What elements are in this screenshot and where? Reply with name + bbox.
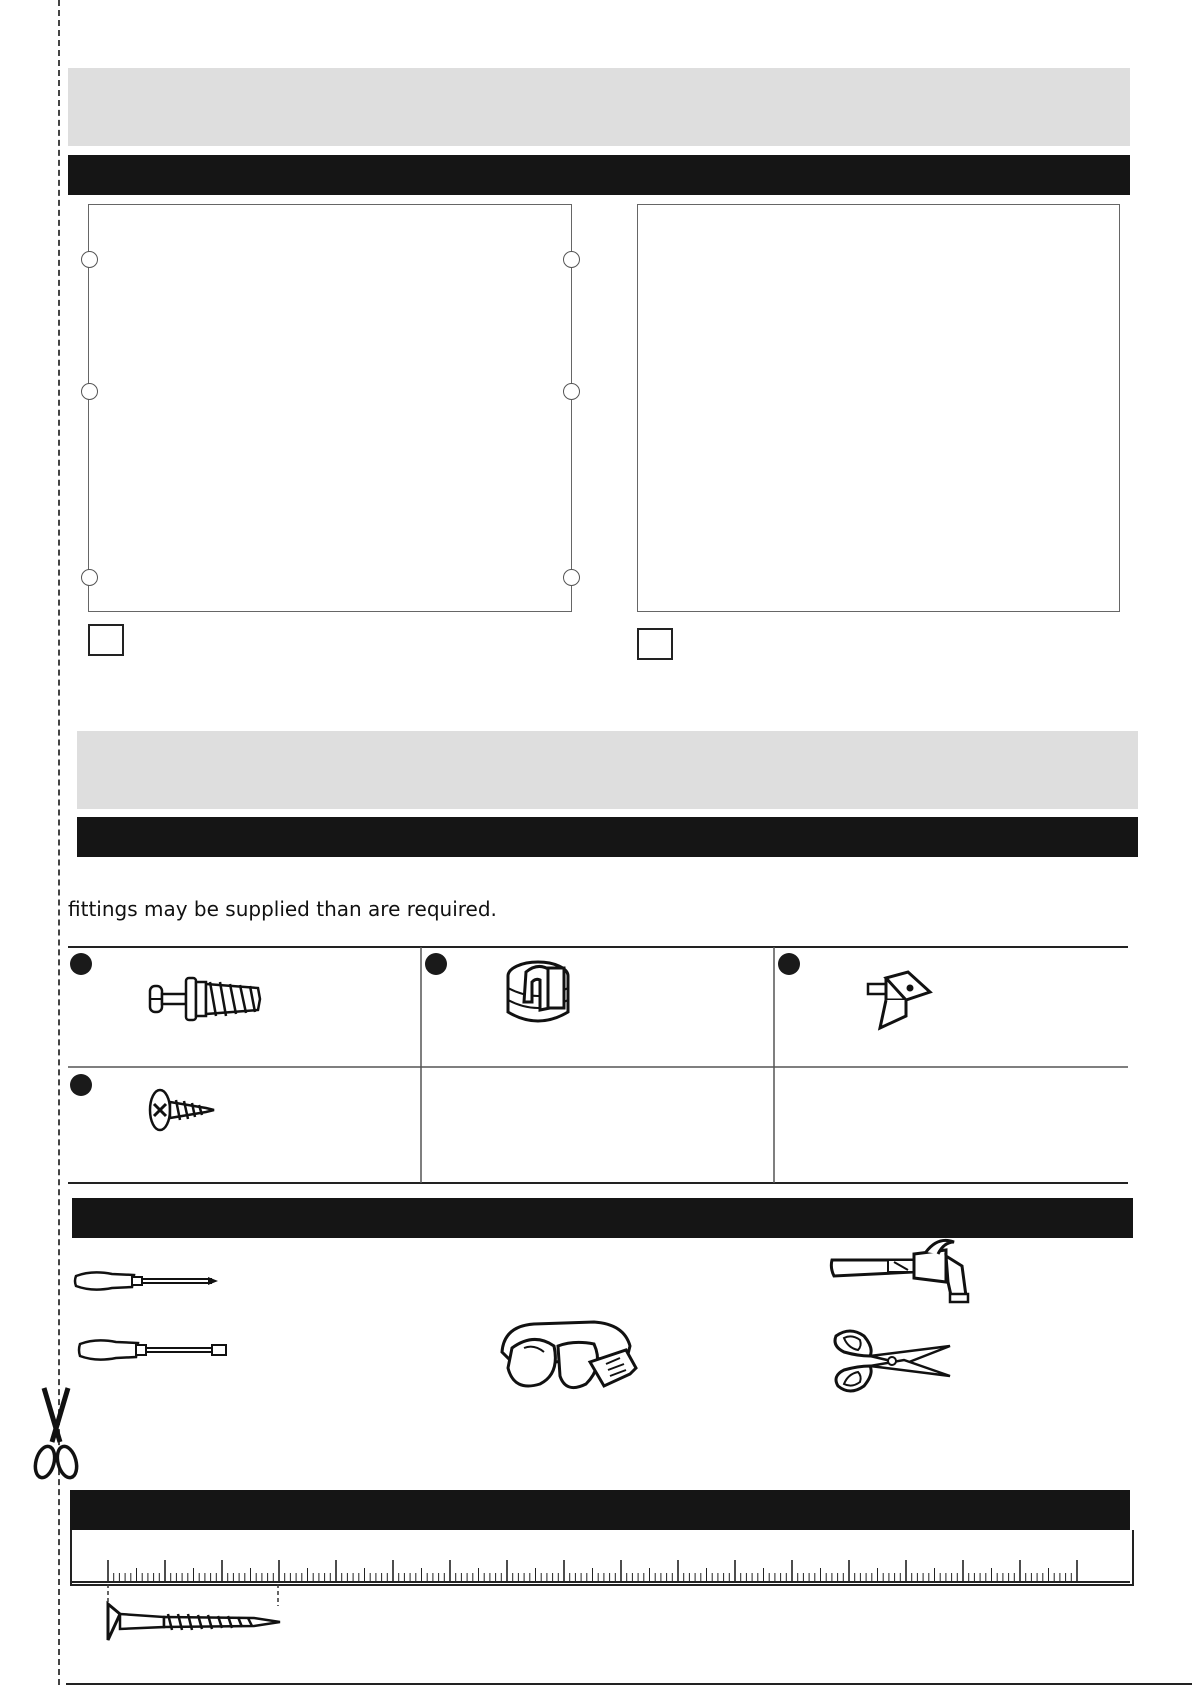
cam-dowel-icon — [148, 972, 264, 1026]
fitting-marker — [70, 1074, 92, 1096]
screw-icon — [148, 1088, 216, 1134]
scissors-cut-icon — [30, 1384, 82, 1484]
fitting-marker — [778, 953, 800, 975]
ruler — [70, 1530, 1132, 1586]
fitting-marker — [70, 953, 92, 975]
hammer-icon — [828, 1236, 978, 1306]
section-bar-3 — [72, 1198, 1133, 1238]
section-bar-4 — [70, 1490, 1130, 1530]
shelf-support-icon — [866, 970, 934, 1032]
safety-glasses-icon — [494, 1318, 638, 1410]
fitting-marker — [425, 953, 447, 975]
phillips-screwdriver-icon — [72, 1266, 222, 1296]
cam-lock-icon — [502, 958, 576, 1030]
long-screw-icon — [104, 1584, 284, 1642]
flat-screwdriver-icon — [76, 1334, 232, 1366]
fittings-note: fittings may be supplied than are required. — [68, 897, 497, 921]
scissors-icon — [830, 1326, 956, 1396]
